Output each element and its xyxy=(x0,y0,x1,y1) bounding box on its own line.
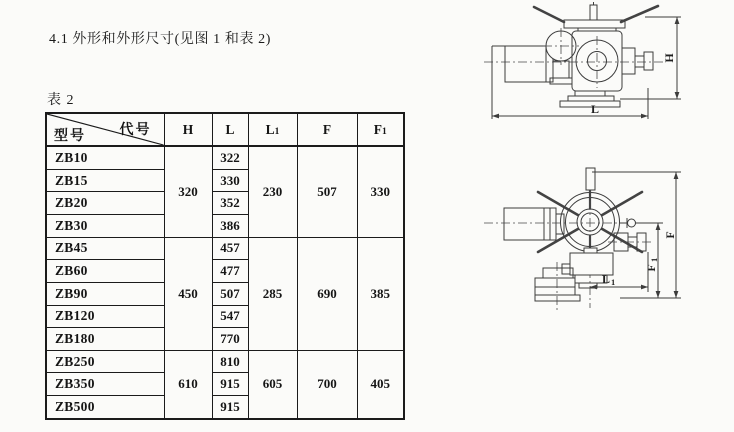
actuator-side-outline xyxy=(484,2,664,107)
column-header-l: L xyxy=(212,113,248,146)
corner-row-axis-label: 型号 xyxy=(54,129,86,144)
model-cell: ZB30 xyxy=(46,215,164,238)
model-cell: ZB90 xyxy=(46,282,164,305)
table-row xyxy=(46,237,404,260)
corner-col-axis-label: 代号 xyxy=(119,123,152,138)
figure-side-view xyxy=(480,0,734,132)
dimension-value-cell: 322 xyxy=(212,146,248,169)
actuator-front-outline xyxy=(484,168,652,310)
dimension-value-cell: 690 xyxy=(297,237,357,350)
column-header-f1: F1 xyxy=(357,113,404,146)
table-caption: 表 2 xyxy=(47,93,75,108)
dimension-value-cell: 915 xyxy=(212,373,248,396)
model-cell: ZB120 xyxy=(46,305,164,328)
dimension-value-cell: 385 xyxy=(357,237,404,350)
dim-label-l: L xyxy=(590,102,600,116)
dim-label-f: F xyxy=(663,231,677,239)
table-row xyxy=(46,146,404,169)
column-header-h: H xyxy=(164,113,212,146)
model-cell: ZB350 xyxy=(46,373,164,396)
dimension-value-cell: 405 xyxy=(357,350,404,419)
dimension-value-cell: 330 xyxy=(212,169,248,192)
dimension-value-cell: 810 xyxy=(212,350,248,373)
dim-label-f1: F xyxy=(644,264,658,272)
model-cell: ZB10 xyxy=(46,146,164,169)
dim-label-l1: L xyxy=(601,272,611,286)
column-header-l1: L1 xyxy=(248,113,297,146)
dimension-value-cell: 915 xyxy=(212,396,248,419)
model-cell: ZB20 xyxy=(46,192,164,215)
dim-label-l1-sub: 1 xyxy=(611,277,616,287)
section-heading: 4.1 外形和外形尺寸(见图 1 和表 2) xyxy=(49,32,272,47)
table-row xyxy=(46,350,404,373)
dimension-h xyxy=(620,17,681,99)
figure-front-view xyxy=(480,166,734,316)
dimension-value-cell: 507 xyxy=(212,282,248,305)
dimension-value-cell: 547 xyxy=(212,305,248,328)
dimension-value-cell: 605 xyxy=(248,350,297,419)
model-cell: ZB60 xyxy=(46,260,164,283)
dimension-value-cell: 352 xyxy=(212,192,248,215)
dimension-value-cell: 770 xyxy=(212,328,248,351)
dimension-value-cell: 450 xyxy=(164,237,212,350)
dimension-value-cell: 285 xyxy=(248,237,297,350)
dimension-value-cell: 320 xyxy=(164,146,212,237)
model-cell: ZB45 xyxy=(46,237,164,260)
header-row xyxy=(46,113,404,146)
dimension-value-cell: 230 xyxy=(248,146,297,237)
model-cell: ZB180 xyxy=(46,328,164,351)
column-header-f: F xyxy=(297,113,357,146)
dimension-value-cell: 330 xyxy=(357,146,404,237)
dimension-value-cell: 610 xyxy=(164,350,212,419)
dimensions-table xyxy=(45,112,405,420)
model-cell: ZB250 xyxy=(46,350,164,373)
model-cell: ZB15 xyxy=(46,169,164,192)
model-cell: ZB500 xyxy=(46,396,164,419)
corner-header-cell xyxy=(46,113,164,146)
dimension-value-cell: 700 xyxy=(297,350,357,419)
dimension-value-cell: 457 xyxy=(212,237,248,260)
dimension-value-cell: 507 xyxy=(297,146,357,237)
dim-label-f1-sub: 1 xyxy=(649,257,659,262)
dimension-value-cell: 386 xyxy=(212,215,248,238)
dim-label-h: H xyxy=(662,53,676,63)
dimension-value-cell: 477 xyxy=(212,260,248,283)
